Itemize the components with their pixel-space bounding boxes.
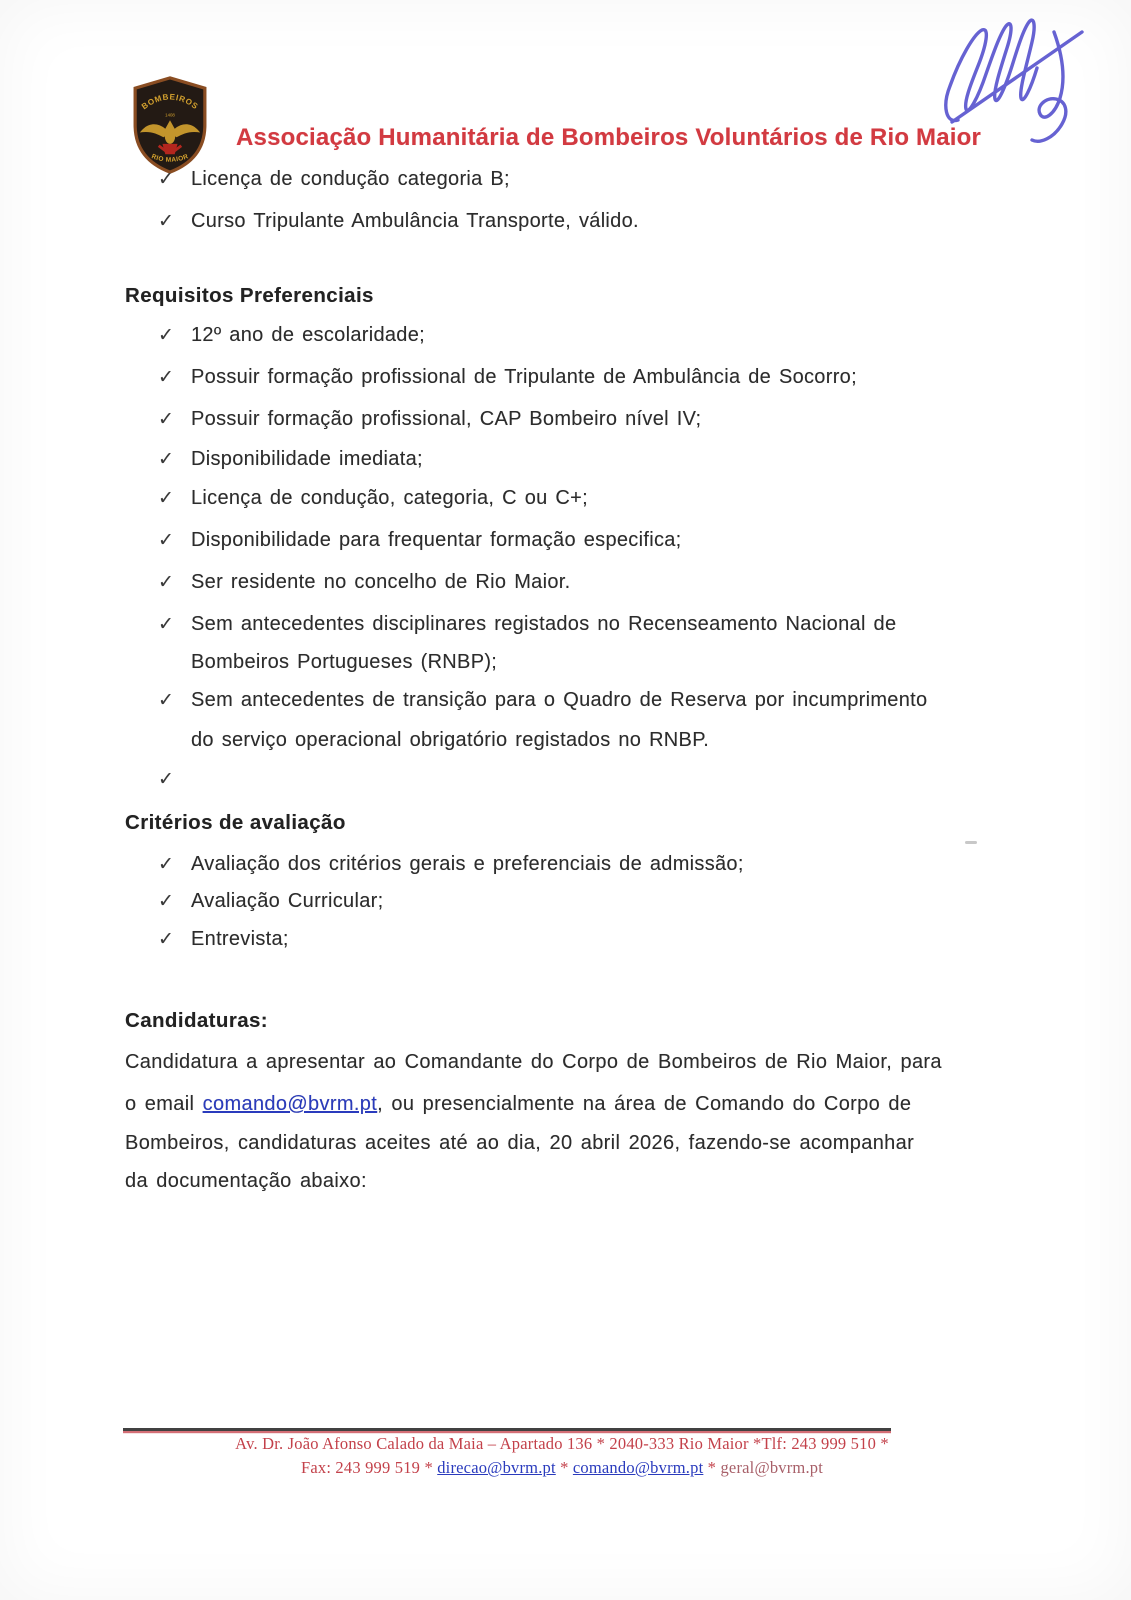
checklist-item-text: Disponibilidade imediata;: [191, 448, 423, 470]
checklist-item: [158, 487, 588, 510]
footer-contacts: [128, 1458, 996, 1478]
footer-separator: *: [555, 1458, 573, 1477]
checklist-item-text: Curso Tripulante Ambulância Transporte, válido.: [191, 210, 639, 232]
check-icon: ✓: [158, 571, 174, 593]
logo-top-text: BOMBEIROS: [140, 92, 200, 112]
org-logo: [127, 76, 213, 174]
checklist-item-text: Possuir formação profissional, CAP Bombeiro nível IV;: [191, 408, 702, 430]
paragraph-text: , ou presencialmente na área de Comando do Corpo de: [377, 1093, 912, 1115]
check-icon: ✓: [158, 613, 174, 635]
footer-fax: Fax: 243 999 519 *: [300, 1458, 438, 1477]
checklist-item-empty: [158, 768, 191, 790]
checklist-item: [158, 890, 383, 913]
checklist-item: [158, 210, 639, 233]
section-heading-requisitos: Requisitos Preferenciais: [125, 284, 374, 307]
email-link-comando-footer[interactable]: comando@bvrm.pt: [572, 1458, 704, 1477]
checklist-item-text: Licença de condução, categoria, C ou C+;: [191, 487, 589, 509]
email-link-direcao[interactable]: direcao@bvrm.pt: [437, 1458, 556, 1477]
checklist-item-continuation: Bombeiros Portugueses (RNBP);: [191, 651, 498, 673]
checklist-item-continuation: do serviço operacional obrigatório registados no RNBP.: [191, 729, 710, 751]
checklist-item: [158, 928, 289, 951]
check-icon: ✓: [158, 408, 174, 430]
checklist-item: [158, 571, 570, 594]
signature-stroke-loops: [946, 20, 1037, 120]
checklist-item-text: Sem antecedentes disciplinares registados no Recenseamento Nacional de: [191, 613, 897, 635]
checklist-item: [158, 613, 896, 636]
check-icon: ✓: [158, 768, 174, 790]
checklist-item-text: Disponibilidade para frequentar formação especifica;: [191, 529, 682, 551]
check-icon: ✓: [158, 168, 174, 190]
check-icon: ✓: [158, 324, 174, 346]
email-geral: geral@bvrm.pt: [720, 1458, 824, 1477]
checklist-item: [158, 448, 423, 471]
checklist-item-text: Entrevista;: [191, 928, 289, 950]
paragraph-line: da documentação abaixo:: [125, 1170, 367, 1192]
footer-separator: *: [703, 1458, 721, 1477]
checklist-item: [158, 853, 744, 876]
paragraph-line: [125, 1093, 911, 1116]
paragraph-line: Candidatura a apresentar ao Comandante do Corpo de Bombeiros de Rio Maior, para: [125, 1051, 942, 1073]
checklist-item-text: Avaliação Curricular;: [191, 890, 384, 912]
signature-stroke-flourish: [1032, 32, 1066, 141]
checklist-item: [158, 168, 510, 191]
section-heading-candidaturas: Candidaturas:: [125, 1009, 269, 1032]
handwritten-signature: [906, 2, 1128, 170]
checklist-item: [158, 408, 701, 431]
checklist-item: [158, 324, 425, 347]
eagle-body: [165, 129, 175, 144]
check-icon: ✓: [158, 689, 174, 711]
checklist-item: [158, 529, 682, 552]
email-link-comando[interactable]: comando@bvrm.pt: [202, 1093, 378, 1115]
checklist-item-text: Avaliação dos critérios gerais e preferenciais de admissão;: [191, 853, 744, 875]
check-icon: ✓: [158, 529, 174, 551]
checklist-item: [158, 689, 927, 712]
checklist-item-text: Ser residente no concelho de Rio Maior.: [191, 571, 571, 593]
footer-divider: [123, 1428, 891, 1431]
checklist-item-text: Licença de condução categoria B;: [191, 168, 510, 190]
check-icon: ✓: [158, 366, 174, 388]
logo-year: 1408: [165, 112, 175, 118]
scan-artifact: [965, 841, 977, 844]
check-icon: ✓: [158, 448, 174, 470]
check-icon: ✓: [158, 853, 174, 875]
check-icon: ✓: [158, 928, 174, 950]
check-icon: ✓: [158, 487, 174, 509]
paragraph-text: o email: [125, 1093, 203, 1115]
checklist-item-text: Possuir formação profissional de Tripulante de Ambulância de Socorro;: [191, 366, 857, 388]
checklist-item-text: Sem antecedentes de transição para o Quadro de Reserva por incumprimento: [191, 689, 928, 711]
section-heading-criterios: Critérios de avaliação: [125, 811, 346, 834]
logo-bottom-text: RIO MAIOR: [150, 153, 190, 164]
check-icon: ✓: [158, 890, 174, 912]
checklist-item-text: 12º ano de escolaridade;: [191, 324, 426, 346]
paragraph-line: Bombeiros, candidaturas aceites até ao dia, 20 abril 2026, fazendo-se acompanhar: [125, 1132, 915, 1154]
check-icon: ✓: [158, 210, 174, 232]
footer-address: Av. Dr. João Afonso Calado da Maia – Apartado 136 * 2040-333 Rio Maior *Tlf: 243 999 510 *: [235, 1434, 889, 1453]
checklist-item: [158, 366, 857, 389]
org-title: Associação Humanitária de Bombeiros Voluntários de Rio Maior: [236, 124, 982, 151]
